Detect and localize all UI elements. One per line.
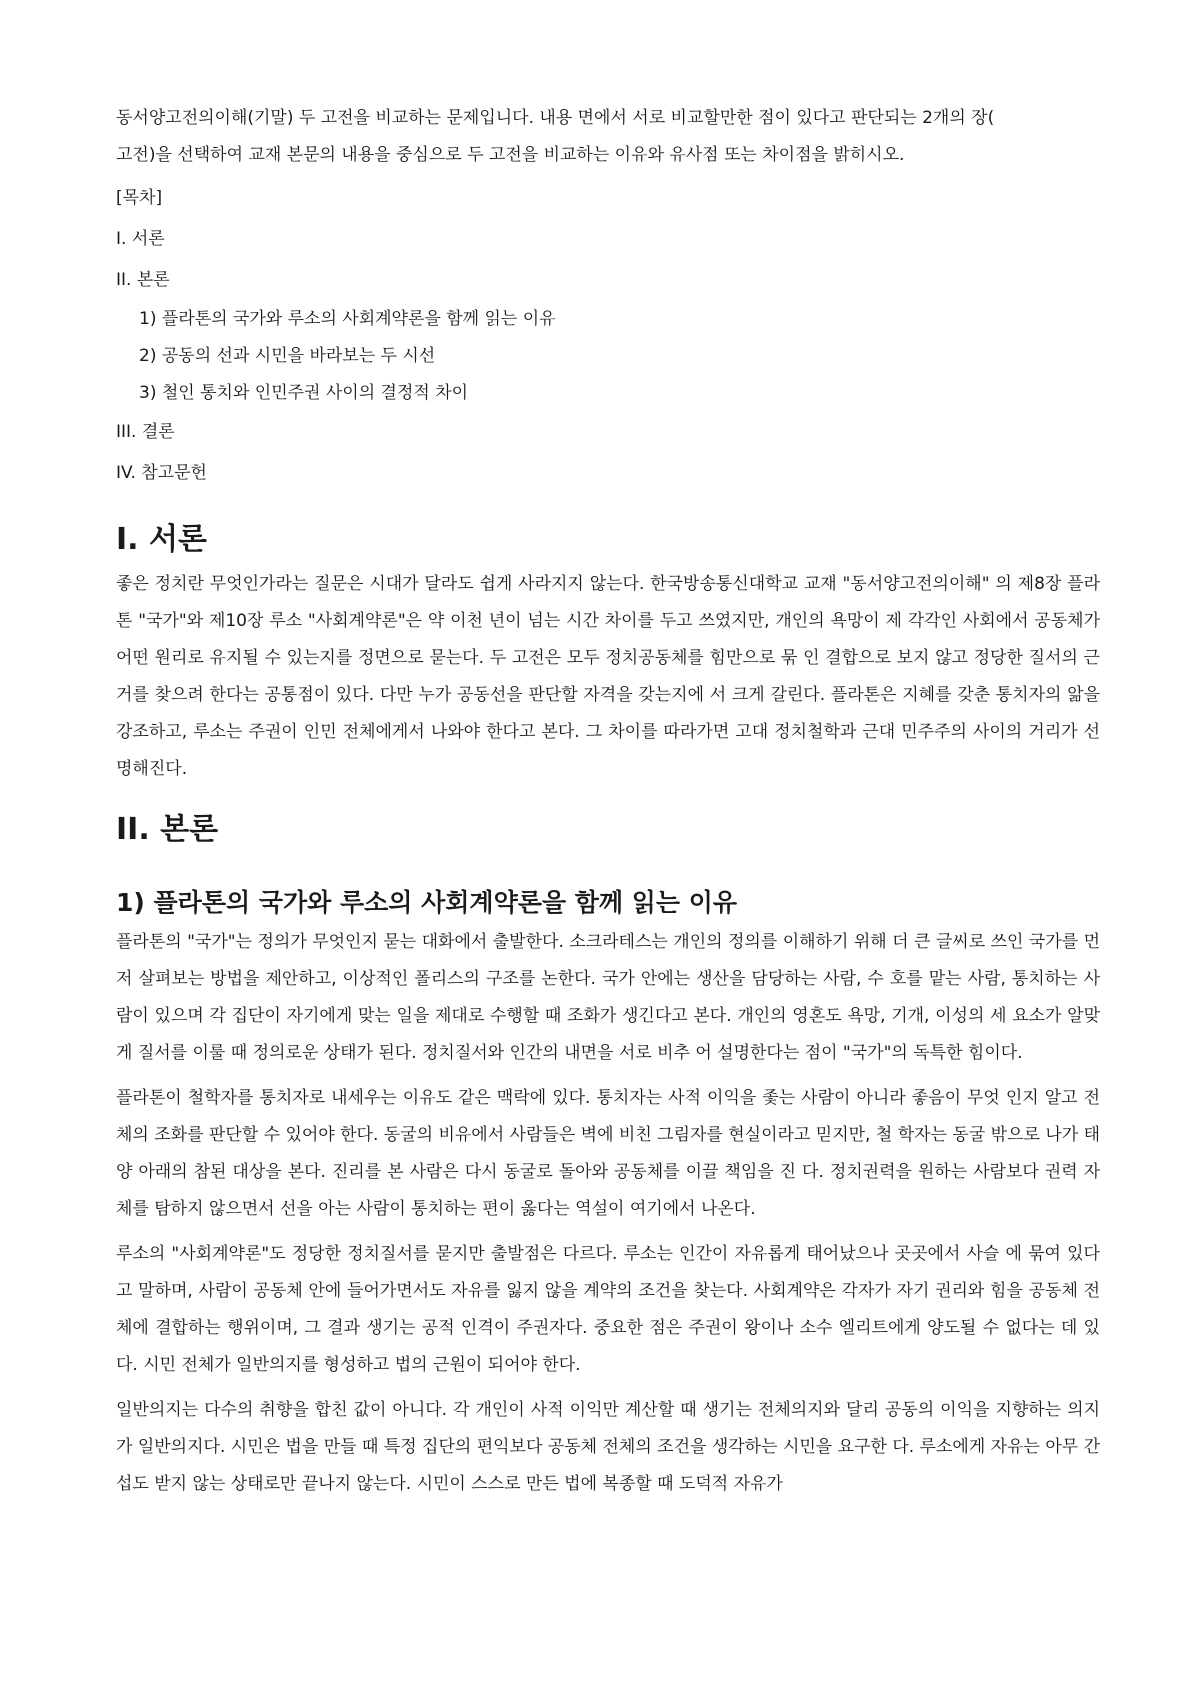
prompt-line: 동서양고전의이해(기말) 두 고전을 비교하는 문제입니다. 내용 면에서 서로 비교할만한 점이 있다고 판단되는 2개의 장(: [116, 108, 995, 128]
prompt-line: 고전)을 선택하여 교재 본문의 내용을 중심으로 두 고전을 비교하는 이유와 유사점 또는 차이점을 밝히시오.: [116, 145, 905, 165]
section-heading-intro: I. 서론: [116, 522, 207, 557]
paragraph-line: 자기 권리와 힘을 공동체 전체에 결합하는 행위이며, 그 결과 생기는 공적 인격이 주권자다. 중요한 점은 주권이 왕이나: [116, 1281, 1101, 1338]
subsection-heading-1: 1) 플라톤의 국가와 루소의 사회계약론을 함께 읽는 이유: [116, 888, 738, 917]
assignment-prompt: [116, 100, 1100, 174]
paragraph-line: 의 제8장 플라톤 "국가"와 제10장 루소 "사회계약론"은 약 이천 년이 넘는 시간 차이를 두고 쓰였지만, 개인의 욕망이 제: [116, 574, 1100, 631]
paragraph-line: 어 설명한다는 점이 "국가"의 독특한 힘이다.: [695, 1043, 1023, 1063]
paragraph-line: 인 결합으로 보지 않고 정당한 질서의 근거를 찾으려 한다는 공통점이 있다. 다만 누가 공동선을 판단할 자격을 갖는지에: [116, 648, 1100, 705]
paragraph-line: 다. 정치권력을 원하는 사람보다 권력 자체를 탐하지 않으면서 선을 아는 사람이 통치하는 편이 옳다는 역설이 여기에서: [116, 1162, 1100, 1219]
toc-heading: [목차]: [116, 188, 163, 208]
paragraph-line: 차이를 따라가면 고대 정치철학과 근대 민주주의 사이의 거리가 선명해진다.: [116, 722, 1101, 779]
table-of-contents: [116, 178, 1100, 494]
paragraph-line: 쓰인 국가를 먼저 살펴보는 방법을 제안하고, 이상적인 폴리스의 구조를 논한다. 국가 안에는 생산을 담당하는 사람, 수: [116, 932, 1101, 989]
body-paragraph: [116, 1392, 1100, 1503]
toc-item-references: IV. 참고문헌: [116, 463, 207, 483]
paragraph-line: 에 묶여 있다고 말하며, 사람이 공동체 안에 들어가면서도 자유를 잃지 않을 계약의 조건을 찾는다. 사회계약은 각자가: [116, 1244, 1100, 1301]
toc-item-sub2: 2) 공동의 선과 시민을 바라보는 두 시선: [139, 346, 436, 366]
paragraph-line: 인지 알고 전체의 조화를 판단할 수 있어야 한다. 동굴의 비유에서 사람들은 벽에 비친 그림자를 현실이라고 믿지만, 철: [116, 1088, 1100, 1145]
intro-paragraph: [116, 566, 1100, 788]
body-paragraph: [116, 924, 1100, 1072]
paragraph-line: 다. 루소에게 자유는 아무 간섭도 받지 않는 상태로만 끝나지 않는다. 시민이 스스로 만든 법에 복종할 때 도덕적 자유가: [116, 1437, 1101, 1494]
toc-item-sub1: 1) 플라톤의 국가와 루소의 사회계약론을 함께 읽는 이유: [139, 309, 556, 329]
paragraph-line: 소수 엘리트에게 양도될 수 없다는 데 있다. 시민 전체가 일반의지를 형성하고 법의 근원이 되어야 한다.: [116, 1318, 1100, 1375]
paragraph-line: 서 크게 갈린다. 플라톤은 지혜를 갖춘 통치자의 앎을 강조하고, 루소는 주권이 인민 전체에게서 나와야 한다고 본다. 그: [116, 685, 1100, 742]
toc-item-intro: I. 서론: [116, 229, 165, 249]
toc-item-conclusion: III. 결론: [116, 422, 175, 442]
toc-item-sub3: 3) 철인 통치와 인민주권 사이의 결정적 차이: [139, 383, 469, 403]
paragraph-line: 일반의지는 다수의 취향을 합친 값이 아니다. 각 개인이 사적 이익만 계산할 때 생기는 전체의지와 달리 공동의 이익을: [116, 1400, 990, 1420]
paragraph-line: 나온다.: [700, 1199, 756, 1219]
paragraph-line: 좋은 정치란 무엇인가라는 질문은 시대가 달라도 쉽게 사라지지 않는다. 한국방송통신대학교 교재 "동서양고전의이해": [116, 574, 990, 594]
section-heading-body: II. 본론: [116, 812, 219, 847]
paragraph-line: 플라톤의 "국가"는 정의가 무엇인지 묻는 대화에서 출발한다. 소크라테스는 개인의 정의를 이해하기 위해 더 큰 글씨로: [116, 932, 986, 952]
paragraph-line: 학자는 동굴 밖으로 나가 태양 아래의 참된 대상을 본다. 진리를 본 사람은 다시 동굴로 돌아와 공동체를 이끌 책임을 진: [116, 1125, 1101, 1182]
toc-item-body: II. 본론: [116, 270, 170, 290]
paragraph-line: 각각인 사회에서 공동체가 어떤 원리로 유지될 수 있는지를 정면으로 묻는다. 두 고전은 모두 정치공동체를 힘만으로 묶: [116, 611, 1100, 668]
paragraph-line: 지향하는 의지가 일반의지다. 시민은 법을 만들 때 특정 집단의 편익보다 공동체 전체의 조건을 생각하는 시민을 요구한: [116, 1400, 1100, 1457]
body-paragraph: [116, 1236, 1100, 1384]
paragraph-line: 플라톤이 철학자를 통치자로 내세우는 이유도 같은 맥락에 있다. 통치자는 사적 이익을 좇는 사람이 아니라 좋음이 무엇: [116, 1088, 1000, 1108]
body-paragraph: [116, 1080, 1100, 1228]
paragraph-line: 루소의 "사회계약론"도 정당한 정치질서를 묻지만 출발점은 다르다. 루소는 인간이 자유롭게 태어났으나 곳곳에서 사슬: [116, 1244, 1000, 1264]
paragraph-line: 호를 맡는 사람, 통치하는 사람이 있으며 각 집단이 자기에게 맞는 일을 제대로 수행할 때 조화가 생긴다고 본다. 개인의: [116, 969, 1100, 1026]
paragraph-line: 영혼도 욕망, 기개, 이성의 세 요소가 알맞게 질서를 이룰 때 정의로운 상태가 된다. 정치질서와 인간의 내면을 서로 비추: [116, 1006, 1101, 1063]
